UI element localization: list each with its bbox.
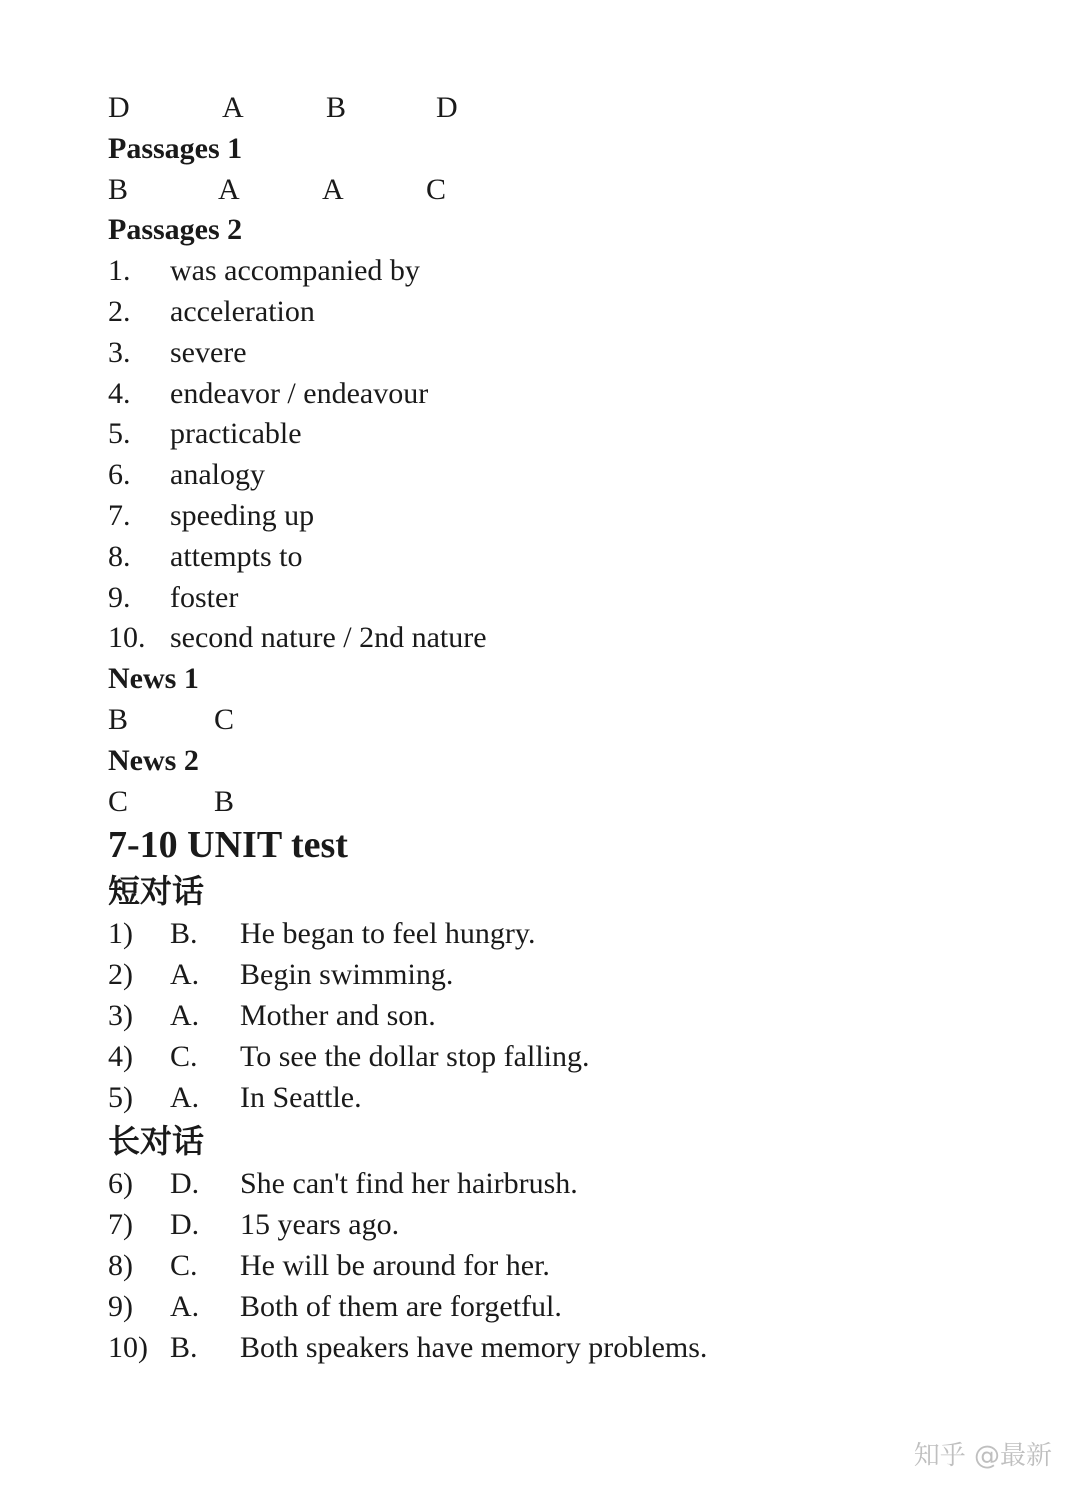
- answer-letter: C: [108, 784, 129, 818]
- list-item: 5) A. In Seattle.: [108, 1080, 362, 1114]
- section-heading-short-dialogues: 短对话: [108, 872, 205, 911]
- answer-letter: B: [214, 784, 235, 818]
- answer-letter: A: [322, 172, 344, 206]
- section-heading-news-2: News 2: [108, 743, 199, 777]
- answer-sheet: [108, 88, 1008, 1368]
- short-dialogues-list: [108, 914, 1008, 1118]
- list-item: 7. speeding up: [108, 498, 315, 532]
- answer-letter: D: [436, 91, 458, 124]
- list-item: 3) A. Mother and son.: [108, 998, 436, 1032]
- list-item: 8) C. He will be around for her.: [108, 1248, 550, 1282]
- list-item: 5. practicable: [108, 417, 302, 451]
- answer-letter: C: [214, 702, 235, 736]
- passages-1-answers: [108, 170, 1008, 211]
- answer-letter: A: [222, 91, 244, 124]
- section-heading-passages-1: Passages 1: [108, 131, 243, 165]
- list-item: 1. was accompanied by: [108, 254, 420, 288]
- answer-letter: B: [108, 702, 129, 736]
- list-item: 7) D. 15 years ago.: [108, 1208, 400, 1242]
- list-item: 3. severe: [108, 335, 247, 369]
- top-answers: [108, 88, 1008, 129]
- list-item: 1) B. He began to feel hungry.: [108, 917, 536, 951]
- list-item: 2) A. Begin swimming.: [108, 958, 454, 992]
- answer-letter: B: [108, 172, 129, 206]
- section-heading-passages-2: Passages 2: [108, 213, 243, 247]
- list-item: 6. analogy: [108, 458, 265, 492]
- list-item: 9) A. Both of them are forgetful.: [108, 1289, 562, 1323]
- unit-test-title: 7-10 UNIT test: [108, 824, 348, 867]
- passages-2-list: [108, 251, 1008, 659]
- list-item: 4. endeavor / endeavour: [108, 376, 429, 410]
- long-dialogues-list: [108, 1164, 1008, 1368]
- list-item: 4) C. To see the dollar stop falling.: [108, 1039, 590, 1073]
- list-item: 10. second nature / 2nd nature: [108, 621, 487, 655]
- section-heading-long-dialogues: 长对话: [108, 1122, 205, 1161]
- answer-letter: C: [426, 172, 447, 206]
- answer-letter: A: [218, 172, 240, 206]
- watermark: 知乎 @最新: [913, 1441, 1052, 1471]
- list-item: 9. foster: [108, 580, 239, 614]
- section-heading-news-1: News 1: [108, 662, 199, 696]
- list-item: 2. acceleration: [108, 294, 315, 328]
- list-item: 6) D. She can't find her hairbrush.: [108, 1167, 578, 1201]
- news-2-answers: [108, 782, 1008, 823]
- answer-letter: B: [326, 91, 347, 124]
- list-item: 10) B. Both speakers have memory problems.: [108, 1330, 708, 1364]
- answer-letter: D: [108, 91, 130, 124]
- news-1-answers: [108, 700, 1008, 741]
- list-item: 8. attempts to: [108, 539, 303, 573]
